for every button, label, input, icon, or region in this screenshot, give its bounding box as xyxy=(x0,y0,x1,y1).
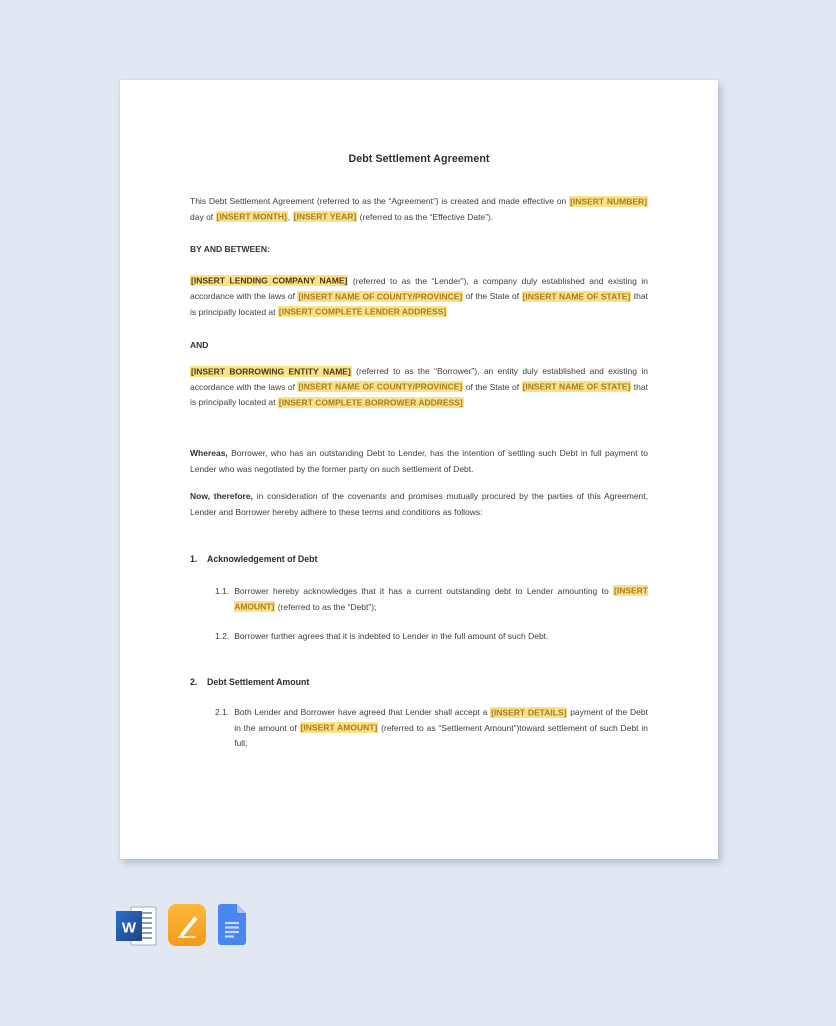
svg-text:W: W xyxy=(121,919,137,937)
section-1-number: 1. xyxy=(190,554,198,565)
list-item-1-1-number: 1.1. xyxy=(215,585,230,596)
pages-icon xyxy=(168,904,206,946)
paragraph-lender: [INSERT LENDING COMPANY NAME] (referred to as the “Lender”), a company duly established and existing in accordance with the laws of [INSERT NAME OF COUNTY/PROVINCE] of the State of [INSERT NAME OF STATE] that is principally located at [INSERT COMPLETE LENDER ADDRESS] xyxy=(190,275,648,317)
list-item-1-2-text: Borrower further agrees that it is indebted to Lender in the full amount of such Debt. xyxy=(234,631,549,642)
paragraph-borrower: [INSERT BORROWING ENTITY NAME] (referred to as the “Borrower”), an entity duly established and existing in accordance with the laws of [INSERT NAME OF COUNTY/PROVINCE] of the State of [INSERT NAME OF STATE] that is principally located at [INSERT COMPLETE BORROWER ADDRESS] xyxy=(190,366,648,408)
list-item-1-1 xyxy=(190,584,648,615)
section-2-title: Debt Settlement Amount xyxy=(207,676,310,687)
list-item-1-2-number: 1.2. xyxy=(215,631,230,642)
google-docs-icon xyxy=(218,904,246,945)
list-item-2-1-number: 2.1. xyxy=(215,707,230,718)
list-item-1-2 xyxy=(190,629,648,645)
section-1-heading xyxy=(190,552,648,568)
list-item-2-1-text: Both Lender and Borrower have agreed that Lender shall accept a [INSERT DETAILS] payment of the Debt in the amount of [INSERT AMOUNT] (referred to as “Settlement Amount”)toward settlement of such Debt in full; xyxy=(234,707,648,749)
paragraph-and-separator: AND xyxy=(190,339,209,350)
format-option-word[interactable] xyxy=(116,906,158,946)
paragraph-effective-date: This Debt Settlement Agreement (referred to as the “Agreement”) is created and made effective on [INSERT NUMBER] day of [INSERT MONTH], [INSERT YEAR] (referred to as the “Effective Date”). xyxy=(190,196,647,222)
section-2-number: 2. xyxy=(190,676,198,687)
section-1-title: Acknowledgement of Debt xyxy=(207,554,318,565)
document-page xyxy=(120,80,718,859)
format-option-google-docs[interactable] xyxy=(218,904,246,945)
paragraph-now-therefore: Now, therefore, in consideration of the covenants and promises mutually procured by the parties of this Agreement, Lender and Borrower hereby adhere to these terms and conditions as follows: xyxy=(190,491,648,517)
document-title: Debt Settlement Agreement xyxy=(348,153,490,165)
document-content xyxy=(120,80,718,859)
format-option-pages[interactable] xyxy=(168,904,206,946)
format-icons xyxy=(116,904,246,946)
paragraph-whereas: Whereas, Borrower, who has an outstanding Debt to Lender, has the intention of settling such Debt in full payment to Lender who was negotiated by the former party on such settlement of Debt. xyxy=(190,447,648,474)
section-2-heading xyxy=(190,675,648,691)
list-item-1-1-text: Borrower hereby acknowledges that it has a current outstanding debt to Lender amounting to [INSERT AMOUNT] (referred to as the “Debt”); xyxy=(234,585,648,612)
word-icon xyxy=(116,906,158,946)
paragraph-by-and-between: BY AND BETWEEN: xyxy=(190,244,270,255)
list-item-2-1 xyxy=(190,705,648,752)
